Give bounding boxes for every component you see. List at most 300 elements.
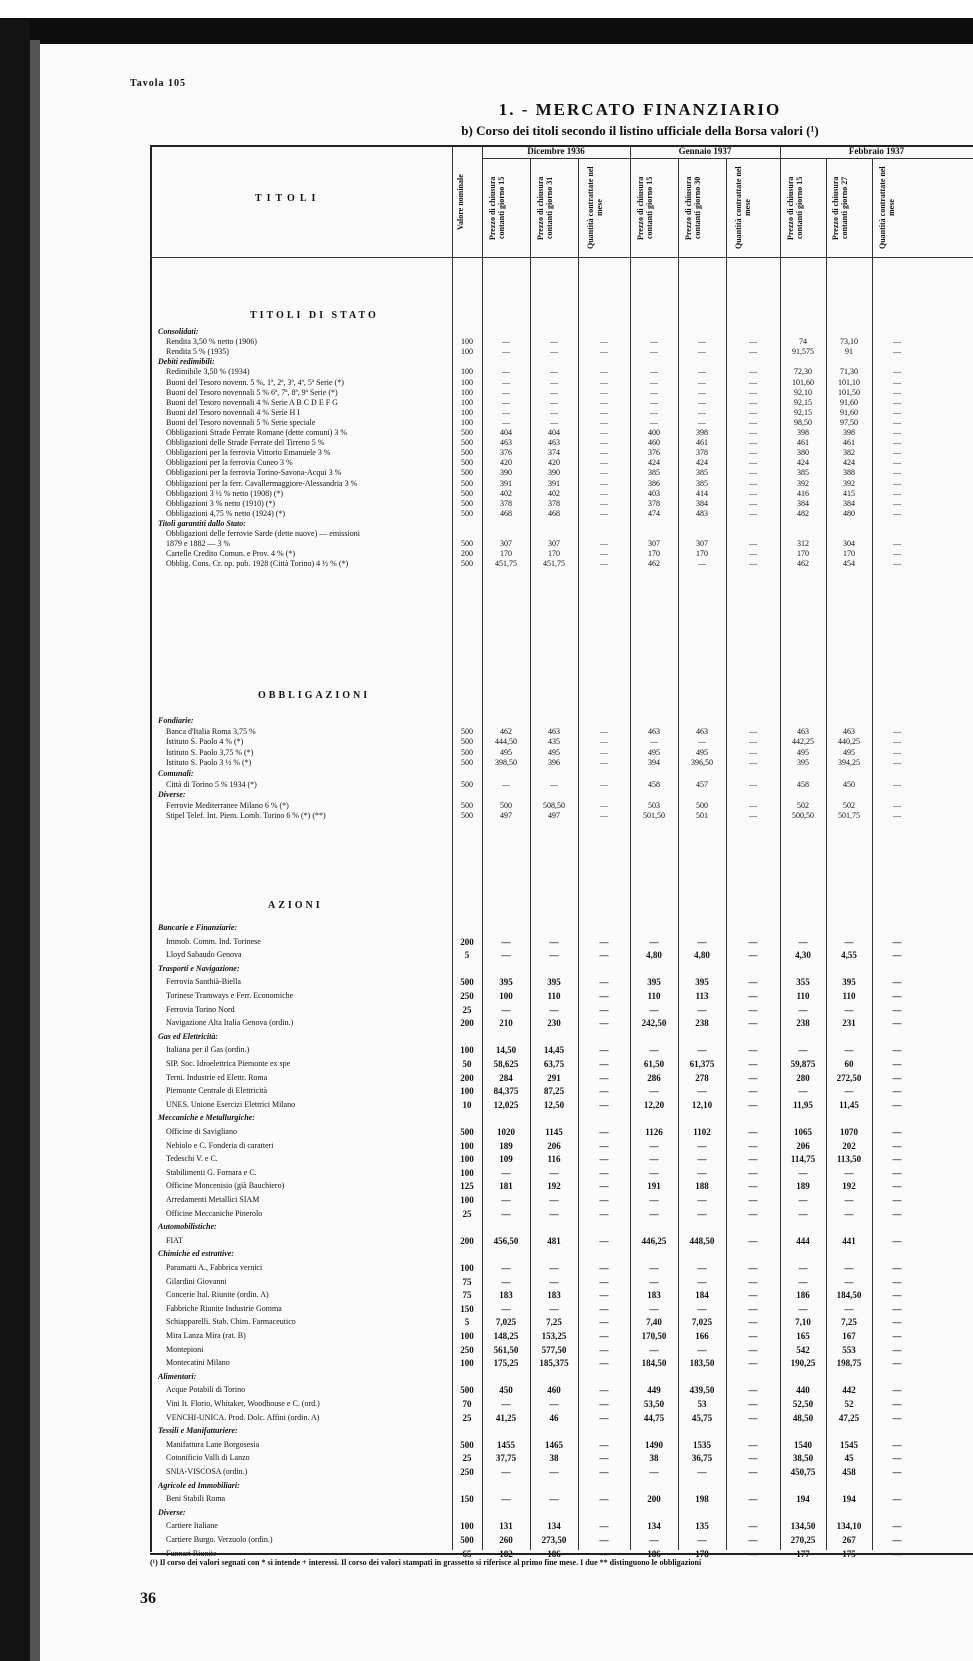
- price-cell: 501,75: [838, 811, 860, 821]
- table-row: [0, 489, 973, 499]
- table-row: [0, 1494, 973, 1504]
- price-cell: 11,45: [839, 1099, 859, 1110]
- price-cell: 502: [843, 800, 855, 810]
- security-name: Cartiere Burgo. Verzuolo (ordin.): [166, 1535, 273, 1544]
- nominal-value: 500: [461, 508, 473, 518]
- nominal-value: 200: [460, 936, 474, 947]
- table-row: [0, 539, 973, 549]
- price-cell: —: [749, 726, 757, 736]
- table-row: [0, 1467, 973, 1477]
- security-name: Banca d'Italia Roma 3,75 %: [166, 726, 256, 736]
- price-cell: —: [892, 1099, 902, 1110]
- price-cell: 113: [695, 991, 709, 1001]
- price-cell: —: [600, 559, 608, 569]
- price-cell: 175: [842, 1548, 856, 1559]
- price-cell: —: [892, 1140, 902, 1151]
- price-cell: —: [599, 1439, 609, 1450]
- price-cell: —: [749, 428, 757, 437]
- security-name: FIAT: [166, 1235, 183, 1245]
- price-cell: —: [600, 779, 608, 789]
- price-cell: —: [600, 367, 608, 377]
- price-cell: 291: [547, 1072, 561, 1083]
- price-cell: —: [697, 1263, 707, 1273]
- price-cell: 474: [648, 508, 660, 518]
- price-cell: —: [697, 1004, 707, 1015]
- price-cell: 503: [648, 800, 660, 810]
- price-cell: 12,025: [493, 1099, 519, 1110]
- price-cell: —: [599, 1059, 609, 1069]
- table-row: [0, 1331, 973, 1341]
- price-cell: 194: [842, 1494, 856, 1505]
- price-cell: —: [892, 1344, 902, 1355]
- price-cell: 134: [647, 1521, 661, 1532]
- price-cell: —: [698, 559, 706, 569]
- price-cell: 38,50: [792, 1453, 814, 1464]
- price-cell: —: [748, 977, 758, 988]
- table-row: [0, 468, 973, 478]
- price-cell: —: [844, 1004, 854, 1015]
- security-name: Schiapparelli. Stab. Chim. Farmaceutico: [166, 1317, 296, 1327]
- nominal-value: 200: [460, 1018, 474, 1029]
- security-name: Terni. Industrie ed Elettr. Roma: [166, 1072, 268, 1082]
- category-row: [0, 327, 973, 337]
- price-cell: 278: [695, 1072, 709, 1083]
- price-cell: —: [893, 347, 901, 357]
- price-cell: 272,50: [836, 1072, 862, 1083]
- category-label: Chimiche ed estrattive:: [158, 1249, 234, 1259]
- price-cell: 183,50: [689, 1358, 715, 1369]
- price-cell: —: [748, 1072, 758, 1083]
- table-row: [0, 1277, 973, 1287]
- price-cell: —: [550, 417, 558, 427]
- price-cell: —: [748, 1059, 758, 1069]
- price-cell: —: [798, 1045, 808, 1056]
- nominal-value: 65: [462, 1548, 472, 1559]
- price-cell: 398,50: [495, 758, 517, 768]
- price-cell: 91,60: [840, 407, 858, 417]
- price-cell: —: [600, 747, 608, 757]
- price-cell: 131: [499, 1521, 513, 1532]
- price-cell: 114,75: [790, 1154, 816, 1165]
- price-cell: 230: [547, 1018, 561, 1029]
- price-cell: —: [748, 1276, 758, 1287]
- price-cell: —: [893, 559, 901, 569]
- category-label: Diverse:: [158, 790, 186, 800]
- price-cell: —: [748, 1521, 758, 1532]
- price-cell: 385: [696, 468, 708, 478]
- category-row: [0, 1249, 973, 1259]
- nominal-value: 5: [464, 950, 470, 961]
- security-name: Tedeschi V. e C.: [166, 1154, 218, 1164]
- price-cell: 184,50: [836, 1290, 862, 1301]
- price-cell: —: [649, 1467, 659, 1477]
- price-cell: 497: [500, 811, 512, 821]
- price-cell: 442: [842, 1385, 856, 1396]
- price-cell: 463: [548, 726, 560, 736]
- price-cell: 424: [843, 458, 855, 468]
- price-cell: 424: [797, 458, 809, 468]
- price-cell: 188: [695, 1181, 709, 1192]
- price-cell: —: [599, 1467, 609, 1477]
- price-cell: 500: [500, 800, 512, 810]
- price-cell: —: [650, 387, 658, 397]
- price-cell: —: [600, 377, 608, 387]
- nominal-value: 100: [461, 407, 473, 417]
- security-name: Officine Moncenisio (già Bauchiero): [166, 1181, 285, 1191]
- price-cell: —: [649, 1140, 659, 1151]
- price-cell: 402: [500, 488, 512, 498]
- price-cell: 91: [845, 347, 853, 357]
- security-name: Obblig. Cons. Cr. op. pub. 1928 (Città Torino) 4 ½ % (*): [166, 559, 349, 569]
- price-cell: —: [549, 1399, 559, 1409]
- price-cell: —: [599, 1154, 609, 1165]
- price-cell: 497: [548, 811, 560, 821]
- nominal-value: 100: [461, 347, 473, 357]
- price-cell: 457: [696, 779, 708, 789]
- price-cell: 38: [649, 1453, 659, 1464]
- price-cell: 165: [796, 1331, 810, 1341]
- price-cell: —: [549, 1004, 559, 1015]
- table-row: [0, 1154, 973, 1164]
- price-cell: 382: [843, 448, 855, 458]
- price-cell: 260: [499, 1535, 513, 1545]
- price-cell: 206: [796, 1140, 810, 1151]
- price-cell: —: [748, 1235, 758, 1246]
- price-cell: —: [599, 977, 609, 988]
- price-cell: —: [698, 407, 706, 417]
- price-cell: 460: [648, 438, 660, 448]
- price-cell: —: [549, 1263, 559, 1273]
- price-cell: 48,50: [792, 1412, 814, 1423]
- nominal-value: 500: [461, 448, 473, 458]
- price-cell: —: [748, 1045, 758, 1056]
- price-cell: 186: [547, 1548, 561, 1559]
- category-row: [0, 790, 973, 800]
- table-row: [0, 937, 973, 947]
- price-cell: 450: [843, 779, 855, 789]
- table-row: [0, 1385, 973, 1395]
- price-cell: 4,80: [694, 950, 710, 961]
- security-name: Obbligazioni 3 ½ % netto (1908) (*): [166, 488, 284, 498]
- price-cell: 461: [696, 438, 708, 448]
- price-cell: 110: [796, 991, 810, 1001]
- security-name: Stabilimenti G. Fornara e C.: [166, 1167, 257, 1177]
- price-cell: 52: [844, 1399, 854, 1409]
- nominal-value: 100: [460, 1195, 474, 1205]
- table-row: [0, 378, 973, 388]
- price-cell: —: [501, 1303, 511, 1314]
- price-cell: 482: [797, 508, 809, 518]
- price-cell: 116: [547, 1154, 561, 1165]
- table-row: [0, 1453, 973, 1463]
- price-cell: 463: [648, 726, 660, 736]
- category-label: Trasporti e Navigazione:: [158, 963, 240, 973]
- price-cell: —: [892, 1399, 902, 1409]
- price-cell: 46: [549, 1412, 559, 1423]
- price-cell: 553: [842, 1344, 856, 1355]
- price-cell: 202: [842, 1140, 856, 1151]
- price-cell: —: [749, 737, 757, 747]
- price-cell: 166: [695, 1331, 709, 1341]
- price-cell: 391: [500, 478, 512, 488]
- price-cell: 100: [499, 991, 513, 1001]
- price-cell: 36,75: [691, 1453, 713, 1464]
- price-cell: —: [798, 1263, 808, 1273]
- table-row: [0, 1100, 973, 1110]
- price-cell: —: [600, 811, 608, 821]
- price-cell: —: [501, 1263, 511, 1273]
- price-cell: —: [697, 936, 707, 947]
- security-name: Montepioni: [166, 1344, 204, 1354]
- price-cell: —: [697, 1086, 707, 1097]
- price-cell: 495: [500, 747, 512, 757]
- price-cell: 92,10: [794, 387, 812, 397]
- category-row: [0, 1481, 973, 1491]
- category-label: Bancarie e Finanziarie:: [158, 923, 238, 932]
- price-cell: 170: [797, 549, 809, 559]
- price-cell: 386: [648, 478, 660, 488]
- security-name: SIP. Soc. Idroelettrica Piemonte ex spe: [166, 1059, 291, 1068]
- price-cell: —: [549, 1195, 559, 1205]
- section-obbligazioni: OBBLIGAZIONI: [258, 690, 371, 701]
- price-cell: 92,15: [794, 397, 812, 407]
- price-cell: —: [748, 1317, 758, 1328]
- security-name: Buoni del Tesoro novennali 5 % Serie speciale: [166, 417, 316, 427]
- table-row: [0, 748, 973, 758]
- nominal-value: 500: [461, 758, 473, 768]
- nominal-value: 500: [460, 977, 474, 988]
- price-cell: —: [549, 1276, 559, 1287]
- security-name: Buoni del Tesoro novennali 5 % 6ª, 7ª, 8ª, 9ª Serie (*): [166, 387, 338, 397]
- month-header-febbraio: Febbraio 1937: [848, 146, 905, 156]
- table-row: [0, 1399, 973, 1409]
- price-cell: —: [748, 1004, 758, 1015]
- price-cell: —: [844, 1167, 854, 1178]
- price-cell: —: [599, 1235, 609, 1246]
- category-label: Titoli garantiti dallo Stato:: [158, 518, 246, 528]
- nominal-value: 75: [462, 1276, 472, 1287]
- price-cell: —: [749, 800, 757, 810]
- price-cell: 439,50: [689, 1385, 715, 1396]
- subheader-price-31: Prezzo di chiusura contanti giorno 31: [536, 176, 554, 240]
- price-cell: —: [649, 1303, 659, 1314]
- price-cell: —: [844, 1086, 854, 1097]
- price-cell: 170: [500, 549, 512, 559]
- nominal-value: 10: [462, 1099, 472, 1110]
- price-cell: 384: [797, 498, 809, 508]
- price-cell: 463: [696, 726, 708, 736]
- nominal-value: 500: [461, 747, 473, 757]
- security-name: Ferrovia Torino Nord: [166, 1004, 235, 1014]
- price-cell: —: [892, 1331, 902, 1341]
- price-cell: —: [749, 811, 757, 821]
- table-row: [0, 388, 973, 398]
- security-name: VENCHI-UNICA. Prod. Dolc. Affini (ordin. A): [166, 1412, 320, 1422]
- security-name: Mira Lanza Mira (rat. B): [166, 1331, 246, 1340]
- nominal-value: 500: [461, 737, 473, 747]
- price-cell: 508,50: [543, 800, 565, 810]
- security-name: Stipel Telef. Int. Piem. Lomb. Torino 6 % (*) (**): [166, 811, 326, 821]
- price-cell: —: [650, 347, 658, 357]
- price-cell: —: [844, 936, 854, 947]
- price-cell: —: [892, 1045, 902, 1056]
- price-cell: 542: [796, 1344, 810, 1355]
- price-cell: —: [502, 407, 510, 417]
- price-cell: —: [892, 1127, 902, 1137]
- price-cell: 1126: [645, 1127, 663, 1137]
- price-cell: 392: [797, 478, 809, 488]
- nominal-value: 100: [461, 397, 473, 407]
- price-cell: —: [893, 508, 901, 518]
- price-cell: —: [600, 508, 608, 518]
- price-cell: —: [650, 407, 658, 417]
- price-cell: —: [698, 737, 706, 747]
- nominal-value: 100: [460, 1140, 474, 1151]
- price-cell: 400: [648, 428, 660, 437]
- price-cell: 52,50: [792, 1399, 814, 1409]
- price-cell: 385: [797, 468, 809, 478]
- price-cell: 403: [648, 488, 660, 498]
- price-cell: —: [893, 549, 901, 559]
- price-cell: —: [549, 950, 559, 961]
- price-cell: 396,50: [691, 758, 713, 768]
- price-cell: —: [892, 1154, 902, 1165]
- price-cell: —: [697, 1276, 707, 1287]
- price-cell: 7,40: [646, 1317, 662, 1328]
- price-cell: —: [550, 377, 558, 387]
- price-cell: —: [893, 779, 901, 789]
- category-label: Gas ed Elettricità:: [158, 1031, 218, 1041]
- category-label: Consolidati:: [158, 327, 199, 336]
- price-cell: 390: [500, 468, 512, 478]
- price-cell: —: [599, 950, 609, 961]
- price-cell: 395: [647, 977, 661, 988]
- price-cell: —: [549, 1303, 559, 1314]
- price-cell: —: [600, 498, 608, 508]
- price-cell: 458: [842, 1467, 856, 1477]
- price-cell: —: [844, 1195, 854, 1205]
- security-name: Istituto S. Paolo 4 % (*): [166, 737, 244, 747]
- price-cell: 450: [499, 1385, 513, 1396]
- price-cell: 307: [648, 539, 660, 549]
- price-cell: 53: [697, 1399, 707, 1409]
- security-name: Rendita 3,50 % netto (1906): [166, 337, 257, 347]
- price-cell: 495: [548, 747, 560, 757]
- price-cell: 388: [843, 468, 855, 478]
- nominal-value: 500: [461, 539, 473, 549]
- nominal-value: 50: [462, 1059, 472, 1069]
- table-row: [0, 780, 973, 790]
- table-row: [0, 727, 973, 737]
- price-cell: 286: [647, 1072, 661, 1083]
- security-name: Piemonte Centrale di Elettricità: [166, 1086, 268, 1096]
- price-cell: —: [749, 407, 757, 417]
- price-cell: —: [892, 1303, 902, 1314]
- nominal-value: 500: [461, 811, 473, 821]
- price-cell: 148,25: [493, 1331, 519, 1341]
- price-cell: 113,50: [836, 1154, 862, 1165]
- price-cell: 458: [797, 779, 809, 789]
- table-row: [0, 1018, 973, 1028]
- price-cell: 404: [548, 428, 560, 437]
- table-row: [0, 1345, 973, 1355]
- category-label: Alimentari:: [158, 1371, 197, 1381]
- price-cell: —: [600, 800, 608, 810]
- security-name: Obbligazioni 3 % netto (1910) (*): [166, 498, 276, 508]
- table-row: [0, 811, 973, 821]
- table-row: [0, 1045, 973, 1055]
- table-row: [0, 398, 973, 408]
- price-cell: 355: [796, 977, 810, 988]
- price-cell: —: [599, 991, 609, 1001]
- price-cell: 284: [499, 1072, 513, 1083]
- nominal-value: 500: [461, 559, 473, 569]
- price-cell: 7,025: [691, 1317, 713, 1328]
- subheader-quantity: Quantità contrattate nel mese: [586, 166, 604, 250]
- price-cell: —: [698, 347, 706, 357]
- price-cell: —: [599, 1358, 609, 1369]
- price-cell: 376: [500, 448, 512, 458]
- security-name: Istituto S. Paolo 3,75 % (*): [166, 747, 254, 757]
- security-name: Fabbriche Riunite Industrie Gomma: [166, 1303, 282, 1313]
- nominal-value: 200: [461, 549, 473, 559]
- price-cell: —: [893, 387, 901, 397]
- category-row: [0, 1222, 973, 1232]
- price-cell: —: [748, 1412, 758, 1423]
- price-cell: —: [599, 1004, 609, 1015]
- table-row: [0, 1290, 973, 1300]
- price-cell: —: [600, 488, 608, 498]
- price-cell: 495: [648, 747, 660, 757]
- price-cell: —: [501, 1167, 511, 1178]
- table-row: [0, 549, 973, 559]
- price-cell: —: [892, 1494, 902, 1505]
- table-row: [0, 1005, 973, 1015]
- security-name: 1879 e 1882 — 3 %: [166, 539, 231, 549]
- nominal-value: 25: [462, 1208, 472, 1219]
- price-cell: —: [844, 1263, 854, 1273]
- price-cell: —: [650, 367, 658, 377]
- price-cell: 109: [499, 1154, 513, 1165]
- security-name: Istituto S. Paolo 3 ½ % (*): [166, 758, 252, 768]
- price-cell: —: [502, 417, 510, 427]
- price-cell: 414: [696, 488, 708, 498]
- price-cell: —: [749, 468, 757, 478]
- security-name: Italiana per il Gas (ordin.): [166, 1045, 250, 1055]
- category-label: Debiti redimibili:: [158, 357, 215, 367]
- security-name: Nebiolo e C. Fonderia di caratteri: [166, 1140, 274, 1150]
- price-cell: —: [749, 397, 757, 407]
- security-name: Manifattura Lane Borgosesia: [166, 1439, 260, 1449]
- price-cell: —: [748, 1331, 758, 1341]
- price-cell: —: [892, 1208, 902, 1219]
- valore-nominale-header: Valore nominale: [456, 174, 465, 231]
- price-cell: 444,50: [495, 737, 517, 747]
- price-cell: 495: [797, 747, 809, 757]
- table-row: [0, 1141, 973, 1151]
- price-cell: —: [600, 549, 608, 559]
- price-cell: —: [599, 1399, 609, 1409]
- price-cell: —: [893, 488, 901, 498]
- price-cell: —: [550, 397, 558, 407]
- price-cell: —: [549, 1167, 559, 1178]
- category-label: Diverse:: [158, 1507, 186, 1517]
- price-cell: —: [697, 1344, 707, 1355]
- price-cell: 1145: [545, 1127, 563, 1137]
- price-cell: 87,25: [543, 1086, 565, 1097]
- price-cell: —: [600, 737, 608, 747]
- security-name: Obbligazioni 4,75 % netto (1924) (*): [166, 508, 286, 518]
